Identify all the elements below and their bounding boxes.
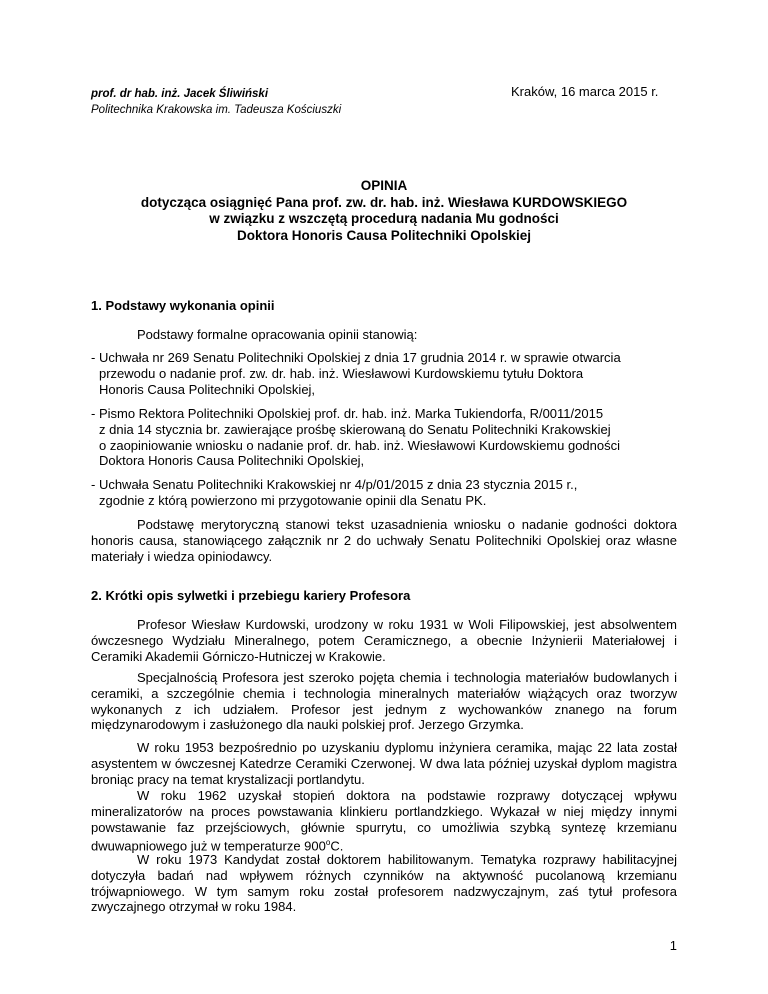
basis-item-line: przewodu o nadanie prof. zw. dr. hab. inż. Wiesławowi Kurdowskiemu tytułu Doktora	[99, 365, 584, 381]
title-line-3: w związku z wszczętą procedurą nadania Mu godności	[209, 211, 559, 226]
section-1-heading: 1. Podstawy wykonania opinii	[91, 298, 275, 313]
basis-item-line: Doktora Honoris Causa Politechniki Opolskiej,	[99, 453, 365, 469]
title-line-4: Doktora Honoris Causa Politechniki Opolskiej	[236, 227, 532, 243]
degree-superscript: o	[325, 838, 331, 848]
section-2-paragraph-3: W roku 1953 bezpośrednio po uzyskaniu dyplomu inżyniera ceramika, mając 22 lata został asystentem w ówczesnej Katedrze Ceramiki Czerwonej. W dwa lata później uzyskał dyplom magistra broniąc pracy na temat krystalizacji portlandytu.	[91, 740, 677, 787]
basis-item-line: - Pismo Rektora Politechniki Opolskiej prof. dr. hab. inż. Marka Tukiendorfa, R/0011/2015	[91, 406, 604, 421]
section-1-closing: Podstawę merytoryczną stanowi tekst uzasadnienia wniosku o nadanie godności doktora honoris causa, stanowiącego załącznik nr 2 do uchwały Senatu Politechniki Opolskiej oraz własne materiały i wiedza opiniodawcy.	[91, 517, 677, 564]
section-1-intro: Podstawy formalne opracowania opinii stanowią:	[137, 327, 418, 342]
basis-item-1	[91, 350, 677, 397]
document-title	[60, 178, 708, 244]
title-line-1: OPINIA	[360, 178, 408, 193]
author-block	[91, 86, 341, 118]
basis-item-2	[91, 406, 677, 469]
author-name: prof. dr hab. inż. Jacek Śliwiński	[91, 88, 269, 100]
section-2-paragraph-4	[91, 788, 677, 855]
section-2-heading: 2. Krótki opis sylwetki i przebiegu kariery Profesora	[91, 588, 411, 603]
basis-item-line: Honoris Causa Politechniki Opolskiej,	[99, 381, 316, 397]
basis-item-line: z dnia 14 stycznia br. zawierające prośbę skierowaną do Senatu Politechniki Krakowskiej	[99, 421, 611, 437]
section-2-paragraph-2: Specjalnością Profesora jest szeroko pojęta chemia i technologia materiałów budowlanych i ceramiki, a szczególnie chemia i technologia mineralnych materiałów wiążących oraz tworzyw wykonanych z ich udziałem. Profesor jest jednym z wychowanków znanego na forum międzynarodowym i zasłużonego dla nauki polskiej prof. Jerzego Grzymka.	[91, 670, 677, 733]
basis-item-line: zgodnie z którą powierzono mi przygotowanie opinii dla Senatu PK.	[99, 492, 487, 508]
page-number: 1	[669, 938, 677, 953]
paragraph-4-text: W roku 1962 uzyskał stopień doktora na podstawie rozprawy dotyczącej wpływu mineralizatorów na proces powstawania klinkieru portlandzkiego. Wykazał w niej między innymi powstawanie faz przejściowych, głównie spurrytu, co umożliwia szybką syntezę krzemianu dwuwapniowego już w temperaturze 900	[91, 788, 677, 854]
section-2-paragraph-5: W roku 1973 Kandydat został doktorem habilitowanym. Tematyka rozprawy habilitacyjnej dotyczyła badań nad wpływem różnych czynników na aktywność pucolanową krzemianu trójwapniowego. W tym samym roku został profesorem nadzwyczajnym, zaś tytuł profesora zwyczajnego otrzymał w roku 1984.	[91, 852, 677, 915]
basis-item-line: - Uchwała nr 269 Senatu Politechniki Opolskiej z dnia 17 grudnia 2014 r. w sprawie otwarcia	[91, 350, 621, 365]
place-date: Kraków, 16 marca 2015 r.	[511, 84, 659, 99]
section-2-paragraph-1: Profesor Wiesław Kurdowski, urodzony w roku 1931 w Woli Filipowskiej, jest absolwentem ówczesnego Wydziału Mineralnego, potem Ceramicznego, a obecnie Inżynierii Materiałowej i Ceramiki Akademii Górniczo-Hutniczej w Krakowie.	[91, 617, 677, 664]
basis-item-line: - Uchwała Senatu Politechniki Krakowskiej nr 4/p/01/2015 z dnia 23 stycznia 2015 r.,	[91, 477, 578, 492]
paragraph-4-end: C.	[330, 838, 344, 854]
basis-item-3	[91, 477, 677, 509]
basis-item-line: o zaopiniowanie wniosku o nadanie prof. dr. hab. inż. Wiesławowi Kurdowskiemu godności	[99, 437, 621, 453]
title-line-2: dotycząca osiągnięć Pana prof. zw. dr. hab. inż. Wiesława KURDOWSKIEGO	[140, 194, 628, 210]
author-affiliation: Politechnika Krakowska im. Tadeusza Kościuszki	[91, 104, 342, 116]
